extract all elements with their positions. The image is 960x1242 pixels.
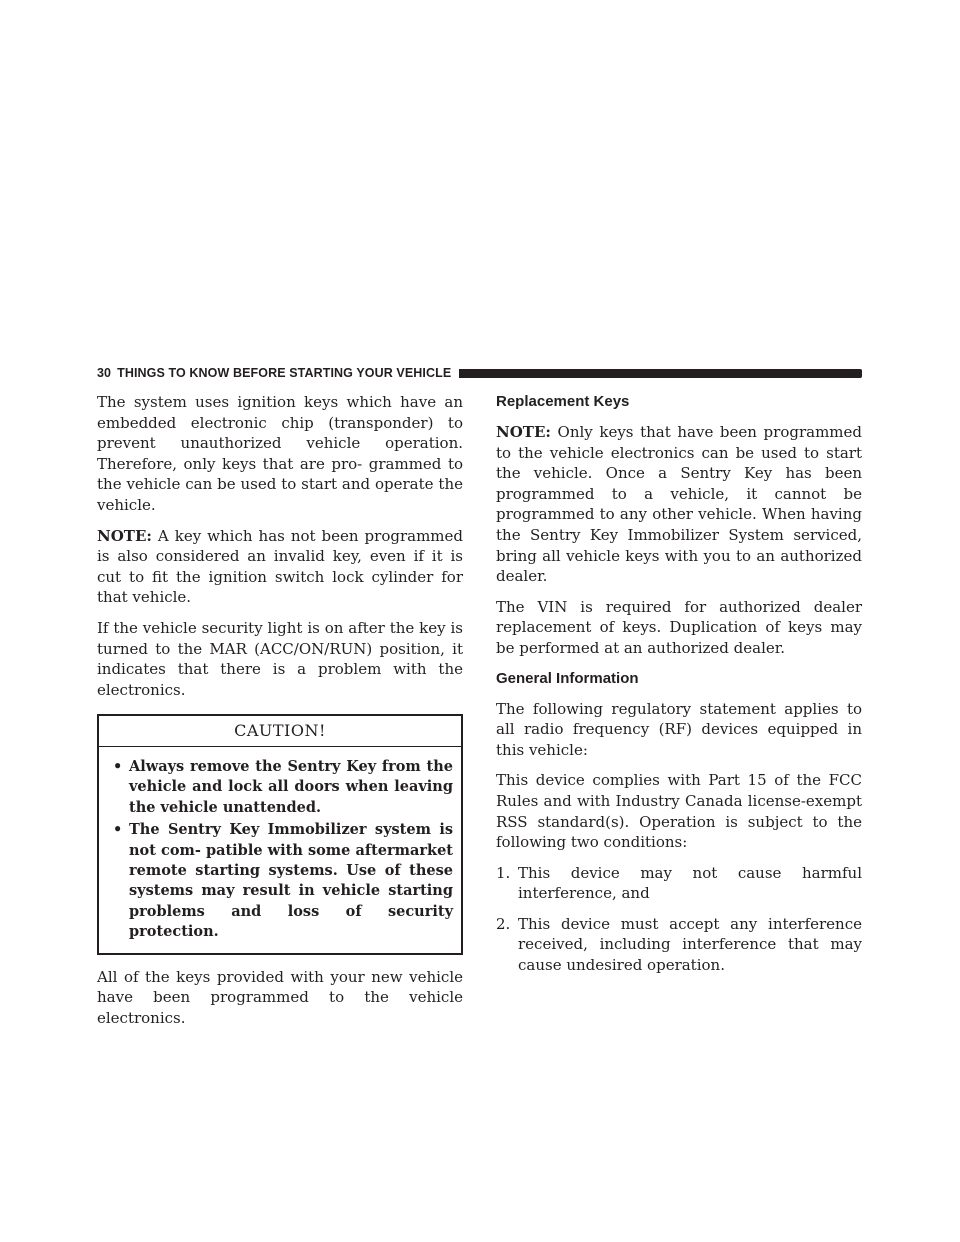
paragraph-vin: The VIN is required for authorized dealer replacement of keys. Duplication of keys may be performed at an authorized dealer. (496, 597, 862, 657)
note-text: A key which has not been programmed is also considered an invalid key, even if it is cut to fit the ignition switch lock cylinder for that vehicle. (97, 526, 463, 607)
header-rule (459, 369, 862, 378)
caution-list (99, 747, 461, 953)
conditions-list (496, 863, 862, 976)
list-marker: 1. (496, 863, 511, 882)
note-text: Only keys that have been programmed to the vehicle electronics can be used to start the vehicle. Once a Sentry Key has been programmed to a vehicle, it cannot be programmed to any other vehicle. When having the Sentry Key Immobilizer System serviced, bring all vehicle keys with you to an authorized dealer. (496, 423, 862, 586)
section-title: THINGS TO KNOW BEFORE STARTING YOUR VEHICLE (117, 366, 452, 380)
caution-title: CAUTION! (99, 716, 461, 747)
heading-general-information: General Information (496, 669, 639, 687)
note-label: NOTE: (97, 526, 152, 545)
note-label: NOTE: (496, 423, 551, 441)
page-header (97, 362, 862, 384)
caution-item-text: Always remove the Sentry Key from the vehicle and lock all doors when leaving the vehicle unattended. (129, 757, 453, 816)
caution-item (107, 820, 453, 942)
list-item-text: This device must accept any interference received, including interference that may cause undesired operation. (518, 914, 862, 975)
list-item (496, 914, 862, 976)
list-item-text: This device may not cause harmful interference, and (518, 863, 862, 903)
paragraph-security-light: If the vehicle security light is on after the key is turned to the MAR (ACC/ON/RUN) position, it indicates that there is a problem with the electronics. (97, 618, 463, 699)
left-column (97, 392, 463, 1038)
paragraph-programmed-keys: All of the keys provided with your new vehicle have been programmed to the vehicle electronics. (97, 967, 463, 1027)
right-column (496, 392, 862, 986)
caution-item-text: The Sentry Key Immobilizer system is not com- patible with some aftermarket remote starting systems. Use of these systems may result in vehicle starting problems and loss of security protection. (129, 821, 453, 941)
paragraph-regulatory: The following regulatory statement applies to all radio frequency (RF) devices equipped in this vehicle: (496, 699, 862, 759)
page-number: 30 (97, 366, 112, 380)
note-replacement (496, 422, 862, 587)
caution-item (107, 757, 453, 818)
heading-replacement-keys: Replacement Keys (496, 393, 630, 410)
paragraph-transponder: The system uses ignition keys which have an embedded electronic chip (transponder) to prevent unauthorized vehicle operation. Therefore, only keys that are pro- grammed to the vehicle can be used to start and operate the vehicle. (97, 393, 463, 514)
caution-box (97, 714, 463, 954)
note-invalid-key (97, 526, 463, 608)
list-item (496, 863, 862, 904)
bullet-icon: • (113, 757, 123, 775)
paragraph-fcc: This device complies with Part 15 of the FCC Rules and with Industry Canada license-exempt RSS standard(s). Operation is subject to the following two conditions: (496, 771, 862, 852)
list-marker: 2. (496, 914, 511, 933)
bullet-icon: • (113, 821, 123, 839)
